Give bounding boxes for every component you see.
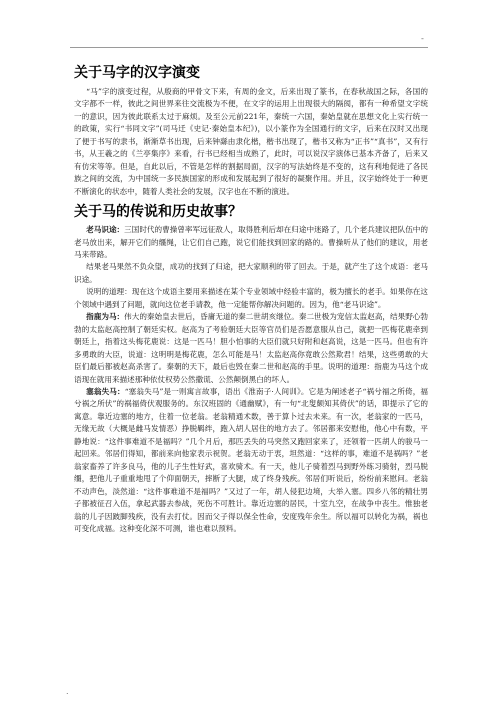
paragraph-story-saiweng <box>74 386 428 535</box>
story-text-laoma: 三国时代的曹操曾率军远征敌人，取得胜利后却在归途中迷路了，几个老兵建议把队伍中的老马放出来，解开它们的缰绳，让它们自己跑，说它们能找到回家的路的。曹操听从了他们的建议，用老马来带路。 <box>74 225 428 259</box>
paragraph-laoma-result: 结果老马果然不负众望，成功的找到了归途，把大家顺利的带了回去。于是，就产生了这个成语：老马识途。 <box>74 262 428 284</box>
story-text-zhilu: 伟大的秦始皇去世后，昏庸无道的秦二世胡亥继位。秦二世极为宠信太监赵高，结果野心勃勃的太监赵高控制了朝廷实权。赵高为了考验朝廷大臣等官员们是否愿意服从自己，就把一匹梅花鹿牵到朝廷上，指着这头梅花鹿说：这是一匹马！胆小怕事的大臣们就只好附和赵高说，这是一匹马。但也有许多勇敢的大臣，说道：这明明是梅花鹿，怎么可能是马！太监赵高你竟敢公然欺君！结果，这些勇敢的大臣们最后都被赵高杀害了。秦朝的天下，最后也毁在秦二世和赵高的手里。说明的道理：指鹿为马这个成语现在就用来描述那种依仗权势公然撒谎、公然颠倒黑白的坏人。 <box>74 312 428 384</box>
section-title-character-evolution: 关于马字的汉字演变 <box>74 65 200 81</box>
story-label-saiweng: 塞翁失马： <box>86 386 125 396</box>
story-label-laoma: 老马识途： <box>86 225 125 235</box>
document-body <box>74 60 428 535</box>
paragraph-character-evolution: “马”字的演变过程，从殷商的甲骨文下来，有周的金文，后来出现了篆书，在春秋战国之际，各国的文字都不一样，彼此之间世界来往交流极为不便，在文字的运用上出现很大的隔阂，都有一种希望文字统一的意识，因为彼此联系太过于麻烦。及至公元前221年，秦统一六国，秦始皇就在思想文化上实行统一的政策，实行“书同文字”(司马迁《史记·秦始皇本纪》)，以小篆作为全国通行的文字，后来在汉时又出现了便于书写的隶书，渐渐草书出现，后来钟繇由隶化楷，楷书出现了，楷书又称为“正书”“真书”，又有行书，从王羲之的《兰亭集序》来看，行书已经相当成熟了，此时，可以说汉字演体已基本齐备了，后来又有仿宋等等。但是，自此以后，不管是怎样的割据局面，汉字的写法始终是不变的，这有利地促进了各民族之间的交流，为中国统一多民族国家的形成和发展起到了很好的凝聚作用。并且，汉字始终处于一种更不断演化的状态中，随着人类社会的发展，汉字也在不断的演进。 <box>74 87 428 196</box>
story-text-saiweng: “塞翁失马”是一则寓言故事，语出《淮南子·人间训》。它是为阐述老子“祸兮福之所倚，福兮祸之所伏”的祸福倚伏观服务的。东汉班固的《通幽赋》，有一句“北叟颇知其倚伏”的话，即提示了它的寓意。靠近边塞的地方，住着一位老翁。老翁精通术数，善于算卜过去未来。有一次，老翁家的一匹马，无缘无故（大概是雌马发情恶）挣脱羁绊，跑入胡人居住的地方去了。邻居都来安慰他，他心中有数，平静地说：“这件事难道不是福吗？”几个月后，那匹丢失的马突然又跑回家来了，还领着一匹胡人的骏马一起回来。邻居们得知，都前来向他家表示祝贺。老翁无动于衷，坦然道：“这样的事，难道不是祸吗？”老翁家畜养了许多良马，他的儿子生性好武，喜欢骑术。有一天，他儿子骑着烈马到野外练习骑射，烈马脱缰，把他儿子重重地甩了个仰面朝天，摔断了大腿，成了终身残疾。邻居们听说后，纷纷前来慰问。老翁不动声色，淡然道：“这件事难道不是福吗？”又过了一年，胡人侵犯边境，大举入塞。四乡八邻的精壮男子都被征召入伍，拿起武器去参战，死伤不可胜计。靠近边塞的居民，十室九空，在战争中丧生。惟独老翁的儿子因跛脚残疾，没有去打仗。因而父子得以保全性命，安度残年余生。所以福可以转化为祸，祸也可变化成福。这种变化深不可测，谁也难以预料。 <box>74 386 429 533</box>
section-title-legends: 关于马的传说和历史故事？ <box>74 204 242 221</box>
paragraph-story-laoma <box>74 224 428 261</box>
footer-mark: . <box>66 687 69 696</box>
header-rule <box>70 47 428 48</box>
paragraph-story-zhilu <box>74 311 428 386</box>
header-mark: - <box>421 34 424 43</box>
paragraph-laoma-moral: 说明的道理：现在这个成语主要用来描述在某个专业领域中经验丰富的，极为擅长的老手。如果你在这个领域中遇到了问题，就向这位老手请教，他一定能帮你解决问题的。因为，他“老马识途”。 <box>74 287 428 309</box>
story-label-zhilu: 指鹿为马： <box>86 312 125 322</box>
